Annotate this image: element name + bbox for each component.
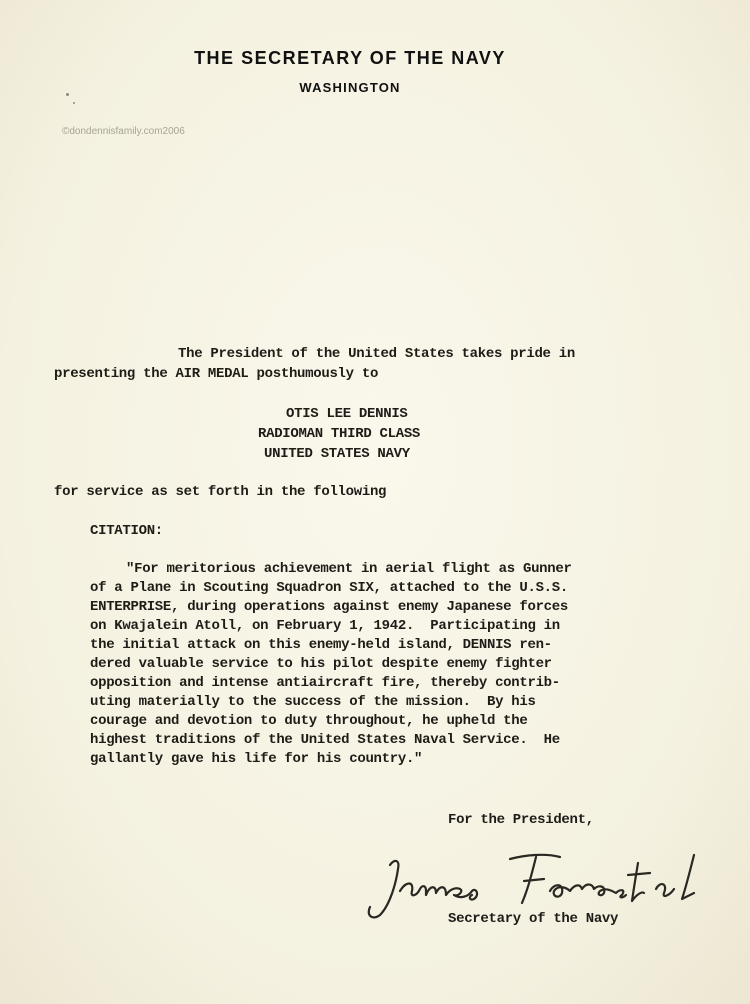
citation-line: of a Plane in Scouting Squadron SIX, attached to the U.S.S. xyxy=(90,580,568,596)
citation-line: "For meritorious achievement in aerial flight as Gunner xyxy=(126,561,572,577)
citation-line: gallantly gave his life for his country." xyxy=(90,751,423,767)
letterhead-location: WASHINGTON xyxy=(299,80,401,95)
letterhead-title: THE SECRETARY OF THE NAVY xyxy=(194,48,506,68)
paper-speck xyxy=(73,102,75,104)
recipient-service: UNITED STATES NAVY xyxy=(264,446,410,462)
closing-line: For the President, xyxy=(448,812,594,828)
citation-line: dered valuable service to his pilot despite enemy fighter xyxy=(90,656,552,672)
citation-line: ENTERPRISE, during operations against enemy Japanese forces xyxy=(90,599,568,615)
citation-line: the initial attack on this enemy-held island, DENNIS ren- xyxy=(90,637,552,653)
citation-line: courage and devotion to duty throughout, he upheld the xyxy=(90,713,528,729)
citation-line: on Kwajalein Atoll, on February 1, 1942. Participating in xyxy=(90,618,560,634)
service-line: for service as set forth in the following xyxy=(54,484,387,500)
copyright-watermark: ©dondennisfamily.com2006 xyxy=(62,126,185,137)
citation-heading: CITATION: xyxy=(90,523,163,539)
citation-line: opposition and intense antiaircraft fire, thereby contrib- xyxy=(90,675,560,691)
intro-line: The President of the United States takes pride in xyxy=(178,346,575,362)
intro-line: presenting the AIR MEDAL posthumously to xyxy=(54,366,379,382)
recipient-name: OTIS LEE DENNIS xyxy=(286,406,408,422)
citation-line: highest traditions of the United States Naval Service. He xyxy=(90,732,560,748)
citation-line: uting materially to the success of the mission. By his xyxy=(90,694,536,710)
paper-speck xyxy=(66,93,69,96)
recipient-rank: RADIOMAN THIRD CLASS xyxy=(258,426,421,442)
signer-title: Secretary of the Navy xyxy=(448,911,619,927)
